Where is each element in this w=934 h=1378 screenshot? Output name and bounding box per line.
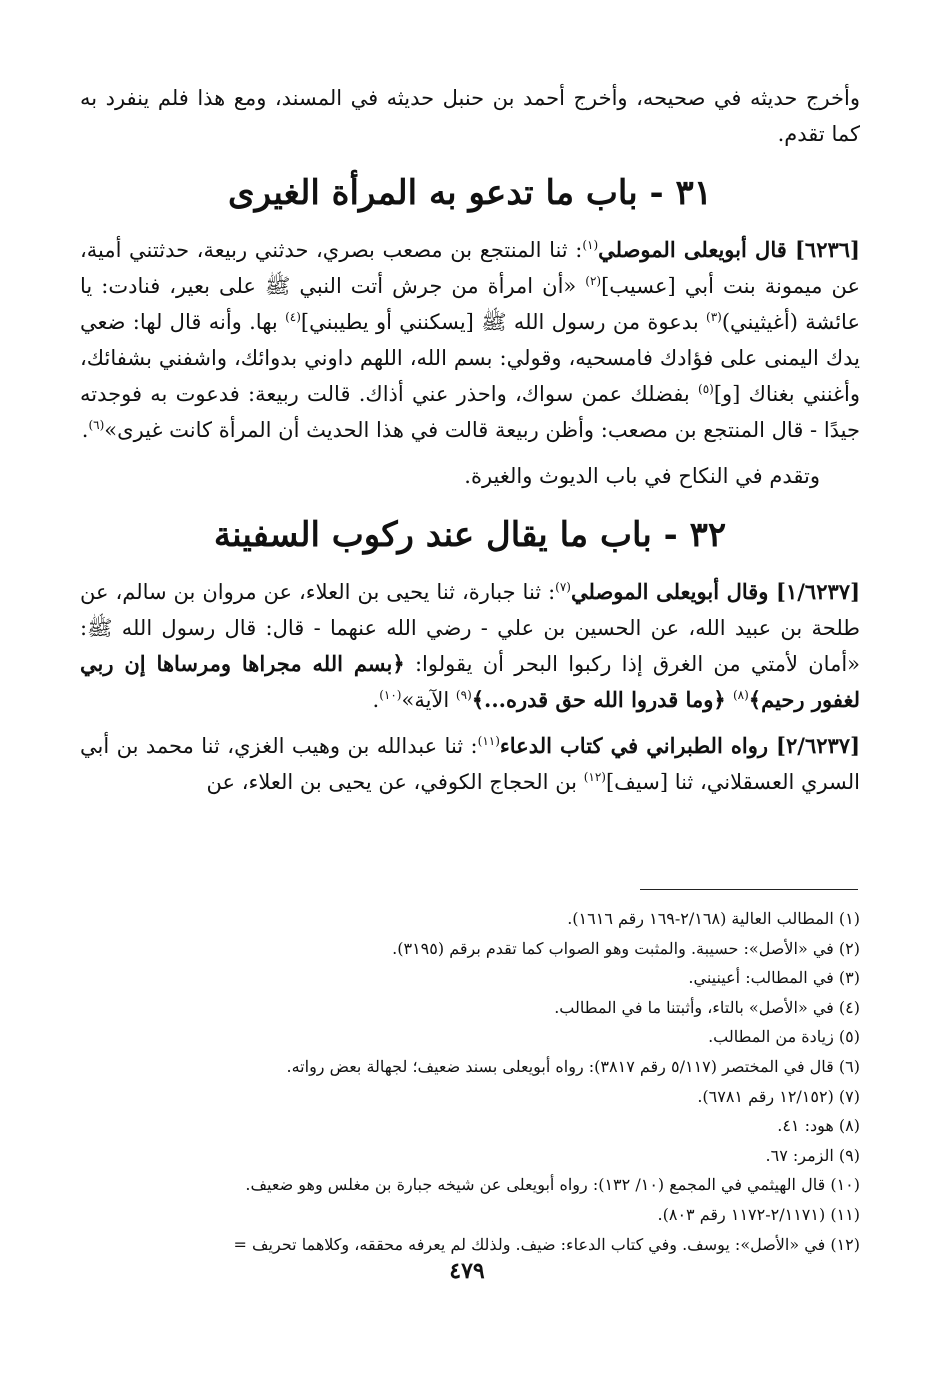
footnote-marker: (١١): [477, 734, 500, 748]
hadith-text: .: [372, 688, 380, 712]
hadith-text: بدعوة من رسول الله ﷺ [يسكنني أو يطيبني]: [300, 310, 706, 334]
hadith-text: بن الحجاج الكوفي، عن يحيى بن العلاء، عن: [206, 770, 584, 794]
hadith-6237-1-paragraph: [80, 574, 860, 718]
footnote-marker: (١٢): [583, 770, 606, 784]
footnote-marker: (٦): [88, 418, 105, 432]
footnote-marker: (٧): [555, 580, 571, 594]
page-body: [80, 80, 860, 800]
hadith-text: «أن امرأة من جرش أتت النبي ﷺ على بعير، فنادت: يا عائشة (أغيثيني): [80, 274, 860, 334]
footnote-10: (١٠) قال الهيثمي في المجمع (١٠/ ١٣٢): رواه أبويعلى عن شيخه جبارة بن مغلس وهو ضعيف.: [245, 1175, 860, 1195]
page-number: ٤٧٩: [449, 1258, 485, 1284]
hadith-reference: [٢/٦٢٣٧] رواه الطبراني في كتاب الدعاء: [499, 733, 861, 758]
footnote-marker: (٢): [585, 274, 602, 288]
hadith-text: الآية»: [401, 688, 456, 712]
footnote-marker: (٣): [706, 310, 722, 324]
footnote-6: (٦) قال في المختصر (٥/١١٧ رقم ٣٨١٧): رواه أبويعلى بسند ضعيف؛ لجهالة بعض رواته.: [286, 1056, 860, 1076]
footnote-separator: [640, 889, 858, 890]
hadith-text: بفضلك عمن سواك، واحذر عني أذاك. قالت ربيعة: فدعوت به فوجدته جيدًا - قال المنتجع بن مصعب: وأظن ربيعة قالت في هذا الحديث أن المرأة كانت غيرى»: [80, 382, 860, 442]
footnote-4: (٤) في «الأصل» بالتاء، وأثبتنا ما في المطالب.: [554, 997, 860, 1017]
footnote-marker: (٤): [285, 310, 301, 324]
hadith-text: : ثنا المنتجع بن مصعب بصري، حدثني ربيعة، حدثتني أمية، عن ميمونة بنت أبي [عسيب]: [80, 238, 860, 298]
footnote-marker: (٥): [698, 382, 714, 396]
footnote-marker: (١): [582, 238, 599, 252]
quran-verse: ﴿بسم الله مجراها ومرساها إن ربي لغفور رحيم﴾: [80, 651, 860, 712]
hadith-reference: [٦٢٣٦] قال أبويعلى الموصلي: [598, 237, 860, 262]
footnote-11: (١١) (٢/١١٧١-١١٧٢ رقم ٨٠٣).: [657, 1204, 860, 1224]
hadith-6237-2-paragraph: [80, 728, 860, 800]
intro-paragraph: وأخرج حديثه في صحيحه، وأخرج أحمد بن حنبل حديثه في المسند، ومع هذا فلم ينفرد به كما تقدم.: [80, 86, 860, 146]
hadith-reference: [١/٦٢٣٧] وقال أبويعلى الموصلي: [570, 579, 860, 604]
hadith-text: : ثنا جبارة، ثنا يحيى بن العلاء، عن مروان بن سالم، عن طلحة بن عبيد الله، عن الحسين بن علي - رضي الله عنهما - قال: قال رسول الله ﷺ: «أمان لأمتي من الغرق إذا ركبوا البحر أن يقولوا:: [80, 580, 861, 676]
section-31-heading: ٣١ - باب ما تدعو به المرأة الغيرى: [227, 173, 713, 213]
footnote-3: (٣) في المطالب: أعينيني.: [688, 968, 860, 988]
hadith-6236-paragraph: [80, 232, 860, 448]
footnote-8: (٨) هود: ٤١.: [777, 1116, 860, 1136]
footnote-marker: (٩): [455, 688, 472, 702]
footnote-7: (٧) (١٢/١٥٢ رقم ٦٧٨١).: [697, 1086, 860, 1106]
hadith-text: بها. وأنه قال لها: ضعي يدك اليمنى على فؤادك فامسحيه، وقولي: بسم الله، اللهم داوني بدوائك، واشفني بشفائك، وأغنني بغناك [و]: [80, 310, 860, 406]
footnote-1: (١) المطالب العالية (٢/١٦٨-١٦٩ رقم ١٦١٦).: [567, 909, 860, 928]
footnote-9: (٩) الزمر: ٦٧.: [765, 1145, 860, 1165]
footnote-marker: (١٠): [379, 688, 402, 702]
hadith-text: .: [81, 418, 89, 442]
section-32-heading: ٣٢ - باب ما يقال عند ركوب السفينة: [213, 515, 727, 555]
cross-reference-note: وتقدم في النكاح في باب الديوث والغيرة.: [464, 464, 820, 488]
footnote-12: (١٢) في «الأصل»: يوسف. وفي كتاب الدعاء: ضيف. ولذلك لم يعرفه محققه، وكلاهما تحريف =: [233, 1234, 860, 1254]
footnote-2: (٢) في «الأصل»: حسيبة. والمثبت وهو الصواب كما تقدم برقم (٣١٩٥).: [392, 938, 860, 958]
footnote-5: (٥) زيادة من المطالب.: [708, 1027, 860, 1047]
quran-verse: ﴿وما قدروا الله حق قدره...﴾: [471, 687, 733, 712]
footnotes: [80, 904, 860, 1259]
hadith-text: : ثنا عبدالله بن وهيب الغزي، ثنا محمد بن أبي السري العسقلاني، ثنا [سيف]: [80, 734, 860, 794]
footnote-marker: (٨): [732, 688, 749, 702]
